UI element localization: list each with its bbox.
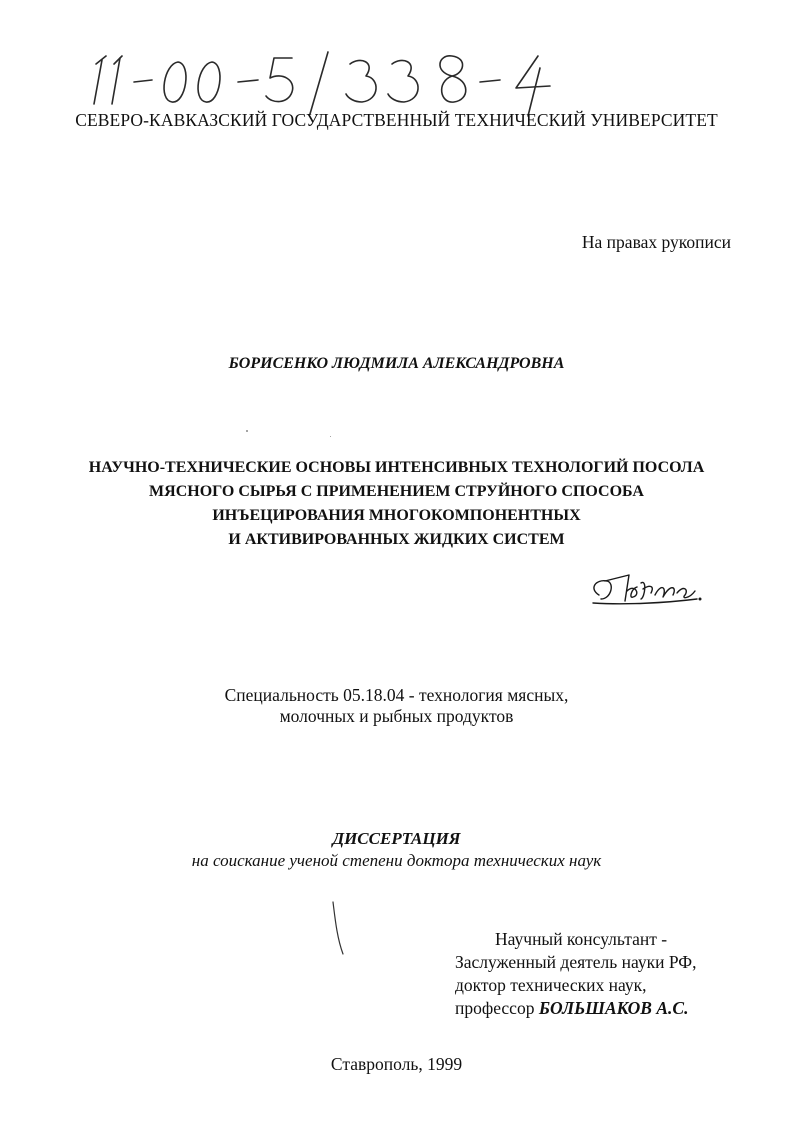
- consultant-line: Научный консультант -: [495, 929, 668, 949]
- specialty: [0, 685, 793, 727]
- consultant-name: БОЛЬШАКОВ А.С.: [538, 998, 689, 1018]
- consultant-title: профессор: [455, 998, 539, 1018]
- manuscript-rights-note: На правах рукописи: [581, 232, 731, 252]
- scan-speck: [246, 430, 248, 432]
- author-signature: [585, 565, 705, 615]
- city-year: Ставрополь, 1999: [330, 1054, 463, 1074]
- dissertation-label: ДИССЕРТАЦИЯ: [332, 829, 461, 848]
- title-line: ИНЪЕЦИРОВАНИЯ МНОГОКОМПОНЕНТНЫХ: [212, 507, 581, 524]
- specialty-line: Специальность 05.18.04 - технология мясных,: [224, 685, 569, 705]
- pen-stroke-mark: [325, 898, 355, 958]
- dissertation-subtitle: на соискание ученой степени доктора технических наук: [191, 851, 602, 870]
- university-name: СЕВЕРО-КАВКАЗСКИЙ ГОСУДАРСТВЕННЫЙ ТЕХНИЧЕСКИЙ УНИВЕРСИТЕТ: [75, 110, 718, 130]
- title-line: МЯСНОГО СЫРЬЯ С ПРИМЕНЕНИЕМ СТРУЙНОГО СПОСОБА: [149, 483, 644, 500]
- author-name: БОРИСЕНКО ЛЮДМИЛА АЛЕКСАНДРОВНА: [228, 355, 565, 372]
- specialty-line: молочных и рыбных продуктов: [279, 706, 514, 726]
- dissertation-title: [0, 456, 793, 552]
- consultant-line: доктор технических наук,: [455, 975, 647, 995]
- dissertation-block: [0, 828, 793, 872]
- consultant-name-line: [455, 997, 697, 1020]
- scientific-consultant: [455, 928, 697, 1020]
- consultant-line: Заслуженный деятель науки РФ,: [455, 952, 697, 972]
- title-line: НАУЧНО-ТЕХНИЧЕСКИЕ ОСНОВЫ ИНТЕНСИВНЫХ ТЕХНОЛОГИЙ ПОСОЛА: [88, 459, 705, 476]
- scan-speck: [330, 436, 331, 437]
- title-line: И АКТИВИРОВАННЫХ ЖИДКИХ СИСТЕМ: [228, 531, 565, 548]
